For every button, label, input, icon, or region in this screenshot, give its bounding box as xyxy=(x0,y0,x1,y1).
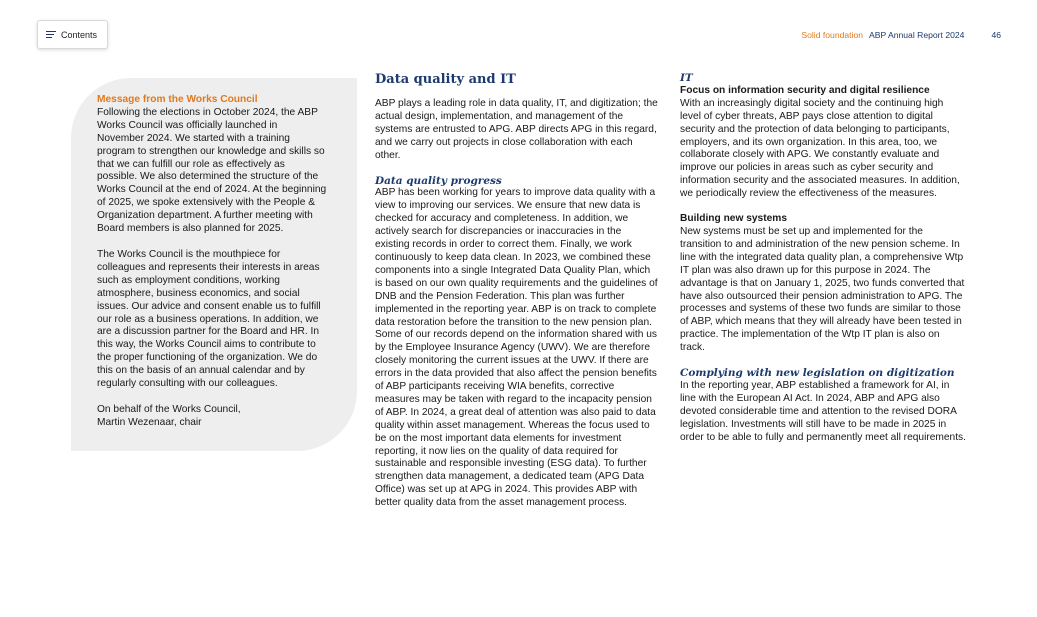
legislation-title: Complying with new legislation on digitization xyxy=(680,367,955,380)
page-number: 46 xyxy=(991,30,1001,40)
it-column xyxy=(680,72,967,456)
menu-icon xyxy=(46,31,56,39)
progress-paragraph: ABP has been working for years to improve data quality with a view to improving our services. We ensure that new data is checked for accuracy and completeness. In addition, we actively search for discrepancies or inaccuracies in the existing records in order to correct them. Finally, we work continuously to keep data clean. In 2023, we combined these components into a single Integrated Data Quality Plan, which is based on our own quality requirements and the guidelines of DNB and the Pension Federation. This plan was further implemented in the reporting year. ABP is on track to complete data restoration before the transition to the new pension plan. xyxy=(375,187,658,328)
panel-title: Message from the Works Council xyxy=(97,94,258,105)
panel-paragraph-2: The Works Council is the mouthpiece for colleagues and represents their interests in areas such as employment conditions, working atmosphere, business economics, and social issues. Our advice and consent enable us to fulfill our role as a business operations. In addition, we are a discussion partner for the Board and HR. In this way, the Works Council aims to contribute to the proper functioning of the organization. We do this on the basis of an annual calendar and by regularly consulting with our colleagues. xyxy=(97,248,321,390)
works-council-panel xyxy=(71,78,357,451)
contents-label: Contents xyxy=(61,29,98,40)
contents-button[interactable] xyxy=(37,20,108,49)
intro-paragraph: ABP plays a leading role in data quality, IT, and digitization; the actual design, implementation, and management of the systems are entrusted to APG. ABP directs APG in this regard, and we carry out projects in close collaboration with each other. xyxy=(375,98,658,161)
subheading-it: IT xyxy=(680,72,693,84)
subheading-progress: Data quality progress xyxy=(375,174,502,187)
report-title[interactable]: ABP Annual Report 2024 xyxy=(869,30,965,40)
building-title: Building new systems xyxy=(680,213,787,225)
uwv-paragraph: Some of our records depend on the information shared with us by the Employee Insurance Agency (UWV). We are therefore closely monitoring the current issues at the UWV. If there are errors in the data provided that also affect the pension benefits of ABP participants receiving WIA benefits, corrective measures may be taken with regard to the incapacity pension of ABP. In 2024, a great deal of attention was also paid to data quality within asset management. Whereas the focus used to be on the most important data elements for investment reporting, it now lies on the quality of data required for sustainable and responsible investing (ESG data). To further strengthen data management, a dedicated team (APG Data Office) was set up at APG in 2024. This provides ABP with better quality data from the asset management process. xyxy=(375,329,658,509)
panel-paragraph-1: Following the elections in October 2024, the ABP Works Council was officially launched in November 2024. We started with a training program to strengthen our knowledge and skills so that we can fulfill our role as effectively as possible. We also determined the structure of the Works Council at the end of 2024. At the beginning of 2025, we spoke extensively with the People & Organization department. A further meeting with Board members is also planned for 2025. xyxy=(97,106,327,235)
focus-title: Focus on information security and digital resilience xyxy=(680,84,930,96)
section-link[interactable]: Solid foundation xyxy=(801,30,864,40)
signature-line-2: Martin Wezenaar, chair xyxy=(97,416,202,428)
building-paragraph: New systems must be set up and implemented for the transition to and administration of the new pension scheme. In line with the integrated data quality plan, a comprehensive Wtp IT plan was also drawn up for this purpose in 2024. The advantage is that on January 1, 2025, two funds converted that have also outsourced their pension administration to APG. The processes and systems of these two funds are similar to those of ABP, which means that they will already have been tested in practice. The implementation of the Wtp IT plan is also on track. xyxy=(680,225,965,354)
page-header xyxy=(801,30,1001,40)
section-heading: Data quality and IT xyxy=(375,72,516,87)
focus-paragraph: With an increasingly digital society and the continuing high level of cyber threats, ABP pays close attention to digital security and the protection of data belonging to participants, employers, and its own organization. In this area, too, we collaborate closely with APG. We constantly evaluate and improve our policies in areas such as cyber security and information security and the associated measures. In addition, we periodically review the effectiveness of the measures. xyxy=(680,97,960,200)
legislation-paragraph: In the reporting year, ABP established a framework for AI, in line with the European AI Act. In 2024, ABP and APG also devoted considerable time and attention to the revised DORA legislation. Investments will still have to be made in 2025 in order to be able to fully and permanently meet all requirements. xyxy=(680,379,966,443)
data-quality-column xyxy=(375,72,658,522)
signature-line-1: On behalf of the Works Council, xyxy=(97,403,241,415)
